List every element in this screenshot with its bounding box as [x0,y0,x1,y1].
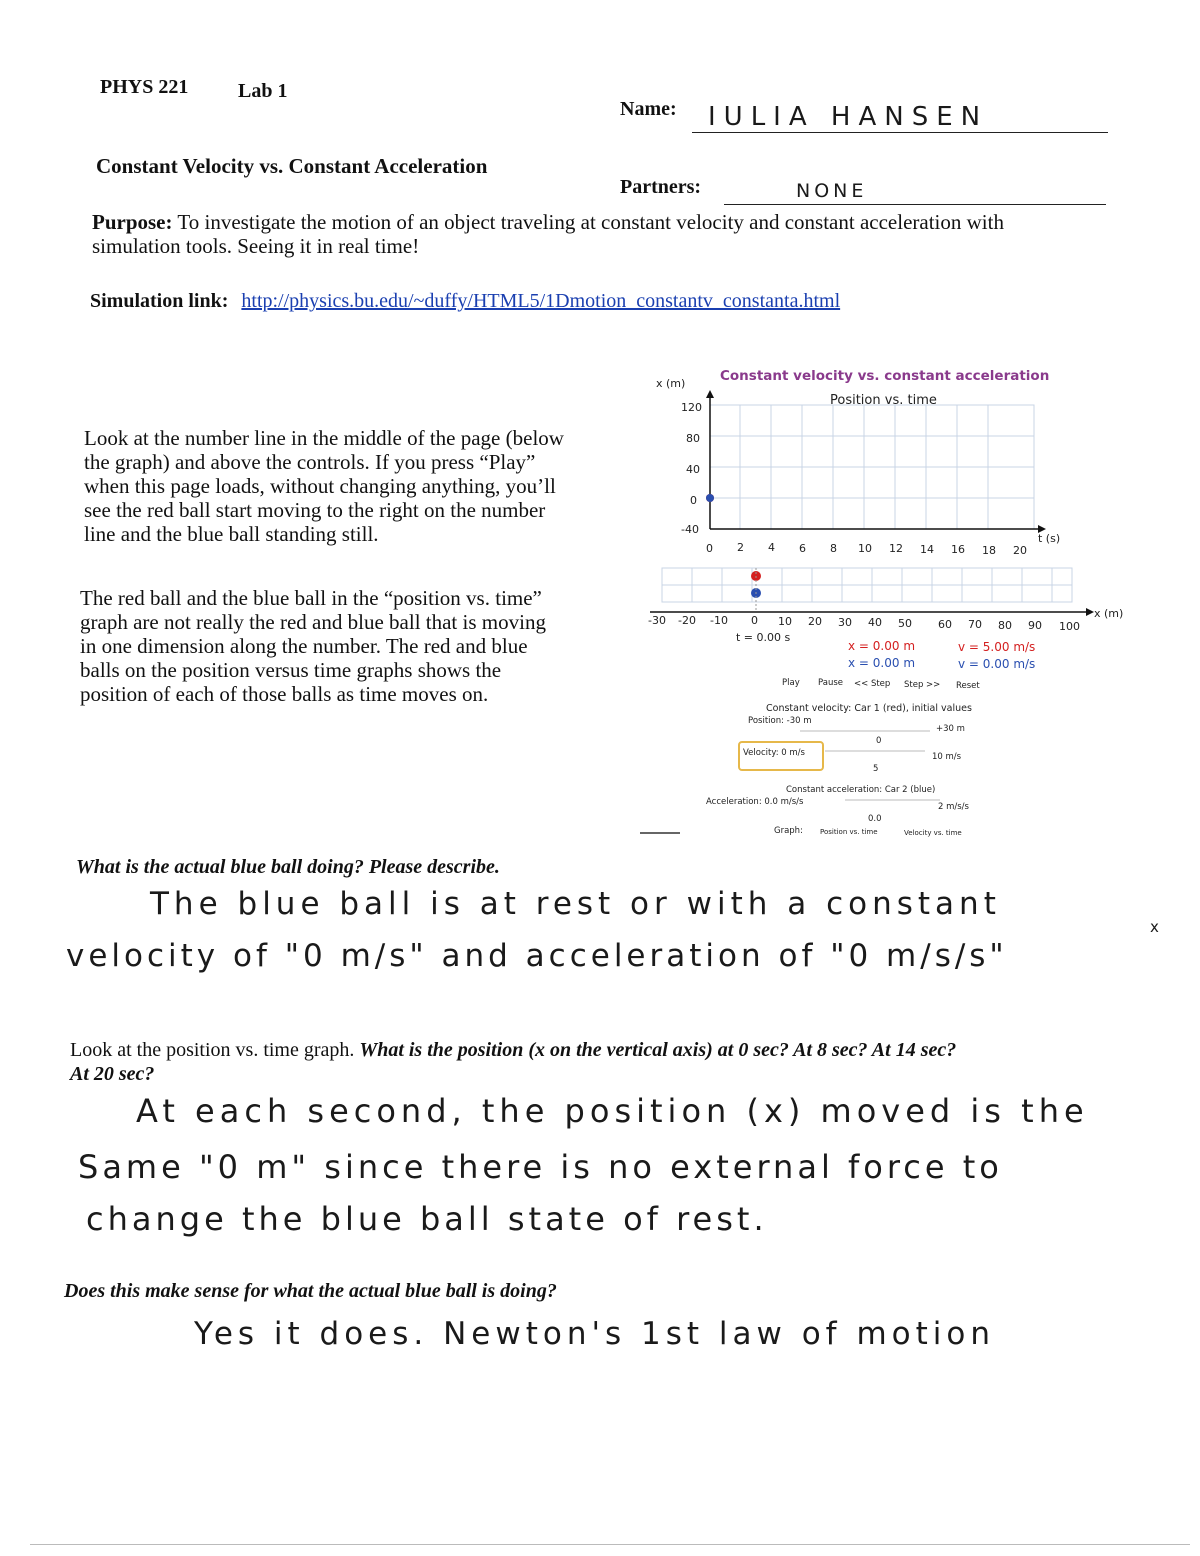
question-2-intro: Look at the position vs. time graph. [70,1039,360,1061]
t-tick: 16 [951,543,965,556]
margin-mark: x [1150,918,1162,936]
name-underline [692,132,1108,133]
x-tick: 100 [1059,620,1080,633]
x-tick: 10 [778,615,792,628]
position-time-graph [640,360,1140,850]
t-tick: 6 [799,542,806,555]
answer-1-line-1: The blue ball is at rest or with a constant [150,886,1001,922]
answer-1-line-2: velocity of "0 m/s" and acceleration of "0 m/s/s" [66,938,1008,974]
t-tick: 12 [889,542,903,555]
page-edge-line [30,1544,1190,1545]
t-tick: 2 [737,541,744,554]
simulation-link-row [90,290,840,313]
position-slider-mid: 0 [876,736,882,746]
text-line: the graph) and above the controls. If you press “Play” [84,450,536,474]
question-3: Does this make sense for what the actual blue ball is doing? [64,1280,557,1302]
time-readout: t = 0.00 s [736,631,791,644]
y-tick: -40 [681,523,699,536]
text-line: Look at the number line in the middle of the page (below [84,426,564,450]
step-forward-button[interactable]: Step >> [904,680,941,690]
y-tick: 120 [681,401,702,414]
acceleration-slider-mid: 0.0 [868,814,882,824]
reset-button[interactable]: Reset [956,681,980,691]
x-tick: 90 [1028,619,1042,632]
position-slider-max: +30 m [936,724,965,734]
purpose-text-2: simulation tools. Seeing it in real time! [92,234,420,258]
x-tick: -10 [710,614,728,627]
answer-2-line-3: change the blue ball state of rest. [86,1200,768,1238]
t-tick: 0 [706,542,713,555]
graph-grid [710,405,1034,529]
intro-paragraph-1 [84,426,624,546]
t-tick: 18 [982,544,996,557]
x-tick: -30 [648,614,666,627]
x-axis-label: x (m) [1094,607,1124,620]
t-tick: 4 [768,541,775,554]
t-tick: 10 [858,542,872,555]
x-axis-arrow [1086,608,1094,616]
position-slider-label: Position: -30 m [748,716,812,726]
blue-ball-graph-marker [706,494,714,502]
velocity-slider-max: 10 m/s [932,752,962,762]
y-axis-label: x (m) [656,377,686,390]
course-code: PHYS 221 [100,76,189,98]
answer-2-line-1: At each second, the position (x) moved is the [136,1092,1089,1130]
sim-title: Constant velocity vs. constant acceleration [720,368,1050,384]
x-tick: -20 [678,614,696,627]
t-tick: 8 [830,542,837,555]
text-line: balls on the position versus time graphs shows the [80,658,502,682]
red-position-readout: x = 0.00 m [848,639,916,653]
partners-value: NONE [796,180,868,202]
name-label: Name: [620,98,677,120]
x-tick: 0 [751,614,758,627]
question-2-bold: What is the position (x on the vertical axis) at 0 sec? At 8 sec? At 14 sec? [359,1039,957,1061]
answer-3: Yes it does. Newton's 1st law of motion [194,1316,995,1352]
velocity-slider-label: Velocity: 0 m/s [743,748,805,758]
text-line: when this page loads, without changing anything, you’ll [84,474,556,498]
simulation-screenshot [640,360,1140,850]
simulation-link-label: Simulation link: [90,290,229,312]
blue-velocity-readout: v = 0.00 m/s [958,657,1036,671]
blue-position-readout: x = 0.00 m [848,656,916,670]
lab-number: Lab 1 [238,80,288,102]
sim-subtitle: Position vs. time [830,393,937,408]
text-line: The red ball and the blue ball in the “position vs. time” [80,586,542,610]
question-1: What is the actual blue ball doing? Please describe. [76,856,500,878]
number-line-grid [662,568,1072,602]
text-line: position of each of those balls as time moves on. [80,682,489,706]
step-back-button[interactable]: << Step [854,679,891,689]
x-tick: 50 [898,617,912,630]
y-tick: 80 [686,432,700,445]
partners-underline [724,204,1106,205]
purpose [92,210,1112,258]
graph-option-position[interactable]: Position vs. time [820,828,878,836]
simulation-link[interactable]: http://physics.bu.edu/~duffy/HTML5/1Dmotion_constantv_constanta.html [241,290,841,312]
text-line: see the red ball start moving to the right on the number [84,498,546,522]
acceleration-slider-max: 2 m/s/s [938,802,969,812]
red-velocity-readout: v = 5.00 m/s [958,640,1036,654]
text-line: in one dimension along the number. The red and blue [80,634,528,658]
x-tick: 40 [868,616,882,629]
text-line: line and the blue ball standing still. [84,522,379,546]
name-value: IULIA HANSEN [708,102,989,132]
t-tick: 20 [1013,544,1027,557]
lab-title: Constant Velocity vs. Constant Acceleration [96,154,488,178]
x-tick: 70 [968,618,982,631]
y-tick: 0 [690,494,697,507]
graph-option-velocity[interactable]: Velocity vs. time [904,829,962,837]
purpose-label: Purpose: [92,210,173,234]
graph-label: Graph: [774,826,803,836]
question-2 [70,1038,1130,1086]
answer-2-line-2: Same "0 m" since there is no external force to [78,1148,1003,1186]
x-tick: 60 [938,618,952,631]
y-axis-arrow [706,390,714,398]
t-tick: 14 [920,543,934,556]
pause-button[interactable]: Pause [818,678,843,688]
velocity-slider-mid: 5 [873,764,879,774]
x-tick: 80 [998,619,1012,632]
partners-label: Partners: [620,176,702,198]
text-line: graph are not really the red and blue ball that is moving [80,610,546,634]
x-tick: 30 [838,616,852,629]
question-2-line-2: At 20 sec? [70,1063,155,1085]
intro-paragraph-2 [80,586,620,706]
t-axis-label: t (s) [1038,532,1061,545]
car2-heading: Constant acceleration: Car 2 (blue) [786,785,936,795]
x-tick: 20 [808,615,822,628]
play-button[interactable]: Play [782,678,800,688]
purpose-text-1: To investigate the motion of an object traveling at constant velocity and constant acceleration with [177,210,1004,234]
y-tick: 40 [686,463,700,476]
acceleration-slider-label: Acceleration: 0.0 m/s/s [706,797,804,807]
car1-heading: Constant velocity: Car 1 (red), initial values [766,703,972,714]
